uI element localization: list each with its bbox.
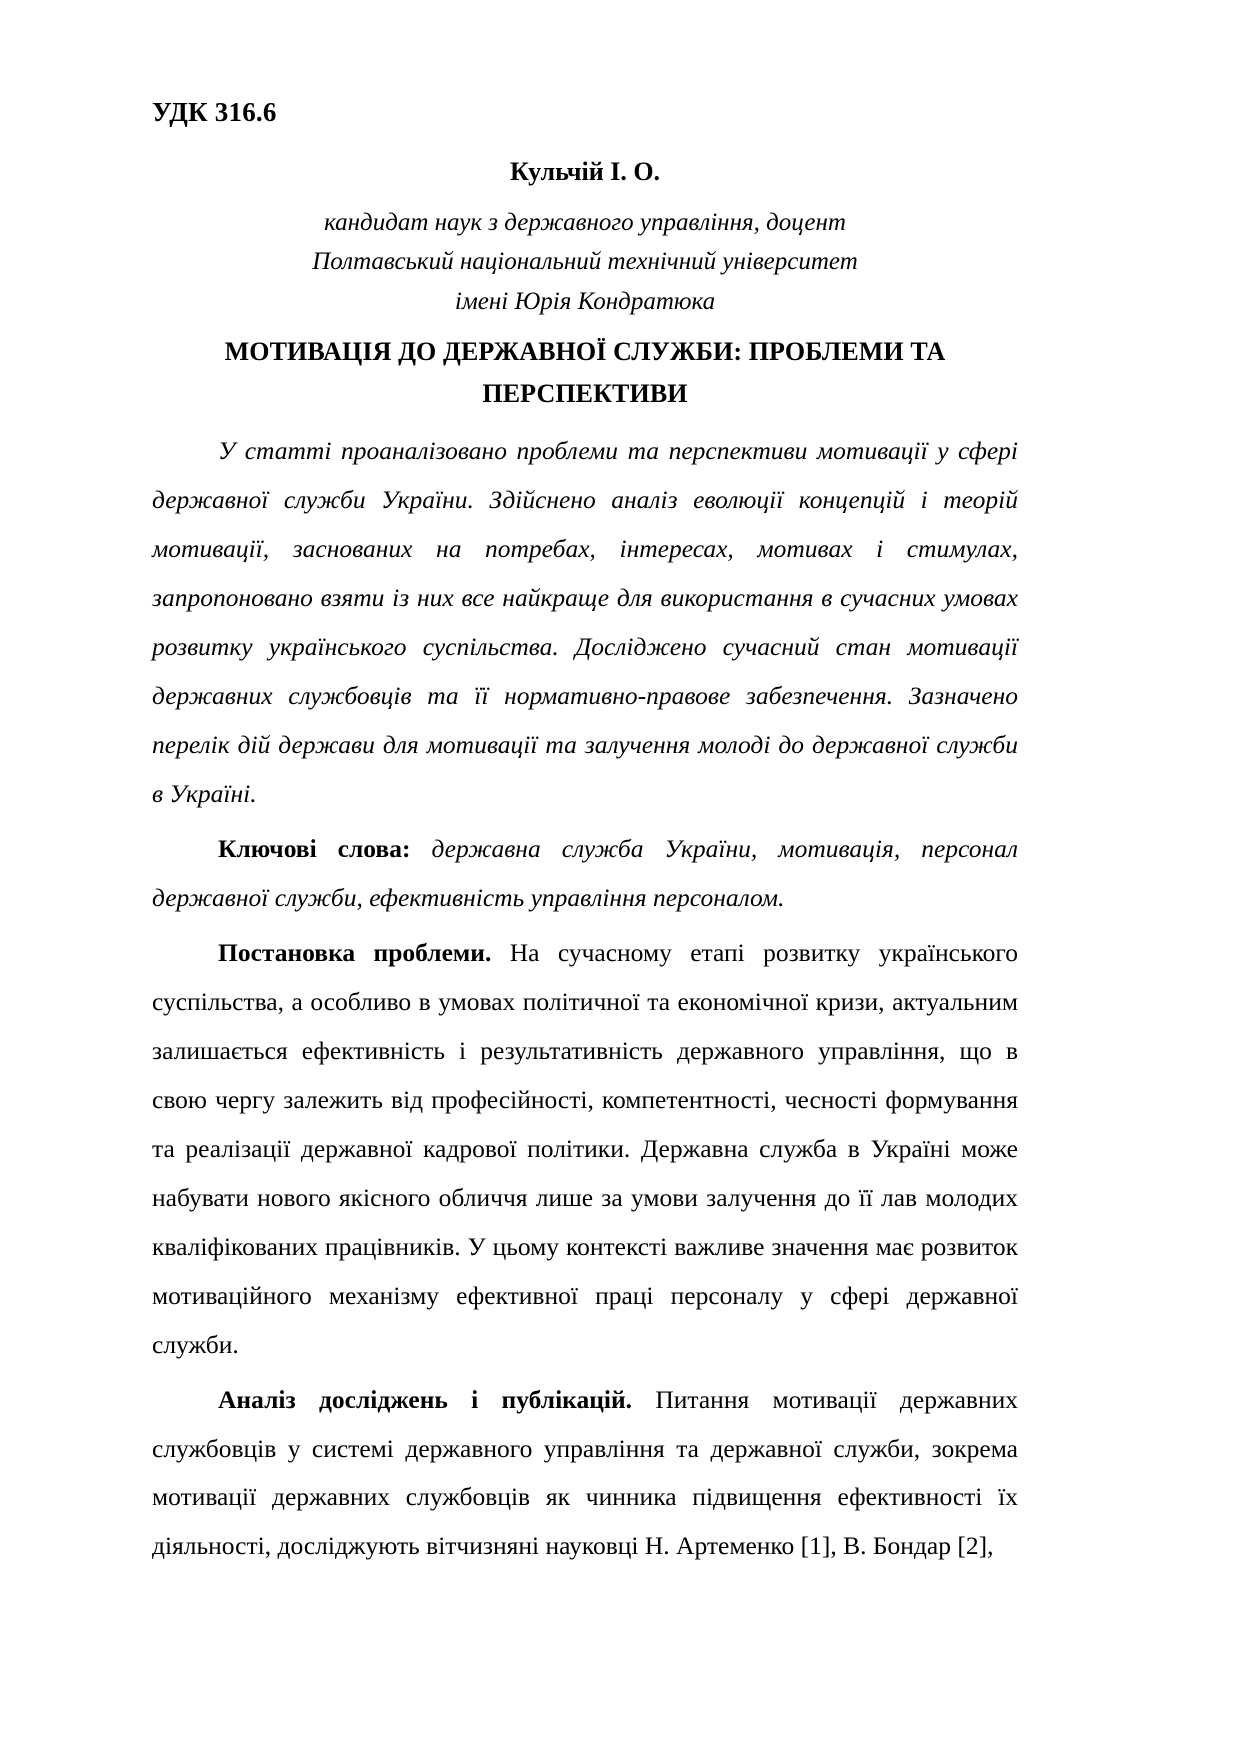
keywords-list: державна служба України, мотивація, персонал державної служби, ефективність управління персоналом. [152,834,1018,913]
keywords-paragraph [152,825,1018,923]
keywords-label: Ключові слова: [218,834,411,864]
affiliation-line-3: імені Юрія Кондратюка [454,287,716,315]
affiliation-line-2: Полтавський національний технічний університет [312,248,858,276]
section-heading-literature-review: Аналіз досліджень і публікацій. [218,1384,633,1414]
section-literature-review [152,1376,1018,1572]
page-content [152,96,1018,1571]
section-heading-problem-statement: Постановка проблеми. [218,938,492,967]
affiliation-line-1: кандидат наук з державного управління, доцент [324,208,846,236]
section-problem-statement [152,929,1018,1370]
article-title: МОТИВАЦІЯ ДО ДЕРЖАВНОЇ СЛУЖБИ: ПРОБЛЕМИ ТА ПЕРСПЕКТИВИ [224,337,946,409]
author-name: Кульчій І. О. [509,156,661,186]
udc-code: УДК 316.6 [152,97,277,127]
abstract-paragraph: У статті проаналізовано проблеми та перспективи мотивації у сфері державної служби України. Здійснено аналіз еволюції концепцій і теорій мотивації, заснованих на потребах, інтересах, мотивах і стимулах, запропоновано взяти із них все найкраще для використання в сучасних умовах розвитку українського суспільства. Досліджено сучасний стан мотивації державних службовців та її нормативно-правове забезпечення. Зазначено перелік дій держави для мотивації та залучення молоді до державної служби в Україні. [152,436,1018,809]
section-text-problem-statement: На сучасному етапі розвитку українського суспільства, а особливо в умовах політичної та економічної кризи, актуальним залишається ефективність і результативність державного управління, що в свою чергу залежить від професійності, компетентності, чесності формування та реалізації державної кадрової політики. Державна служба в Україні може набувати нового якісного обличчя лише за умови залучення до її лав молодих кваліфікованих працівників. У цьому контексті важливе значення має розвиток мотиваційного механізму ефективної праці персоналу у сфері державної служби. [152,938,1018,1359]
section-text-literature-review: Питання мотивації державних службовців у системі державного управління та державної служби, зокрема мотивації державних службовців як чинника підвищення ефективності їх діяльності, досліджують вітчизняні науковці Н. Артеменко [1], В. Бондар [2], [152,1384,1018,1561]
